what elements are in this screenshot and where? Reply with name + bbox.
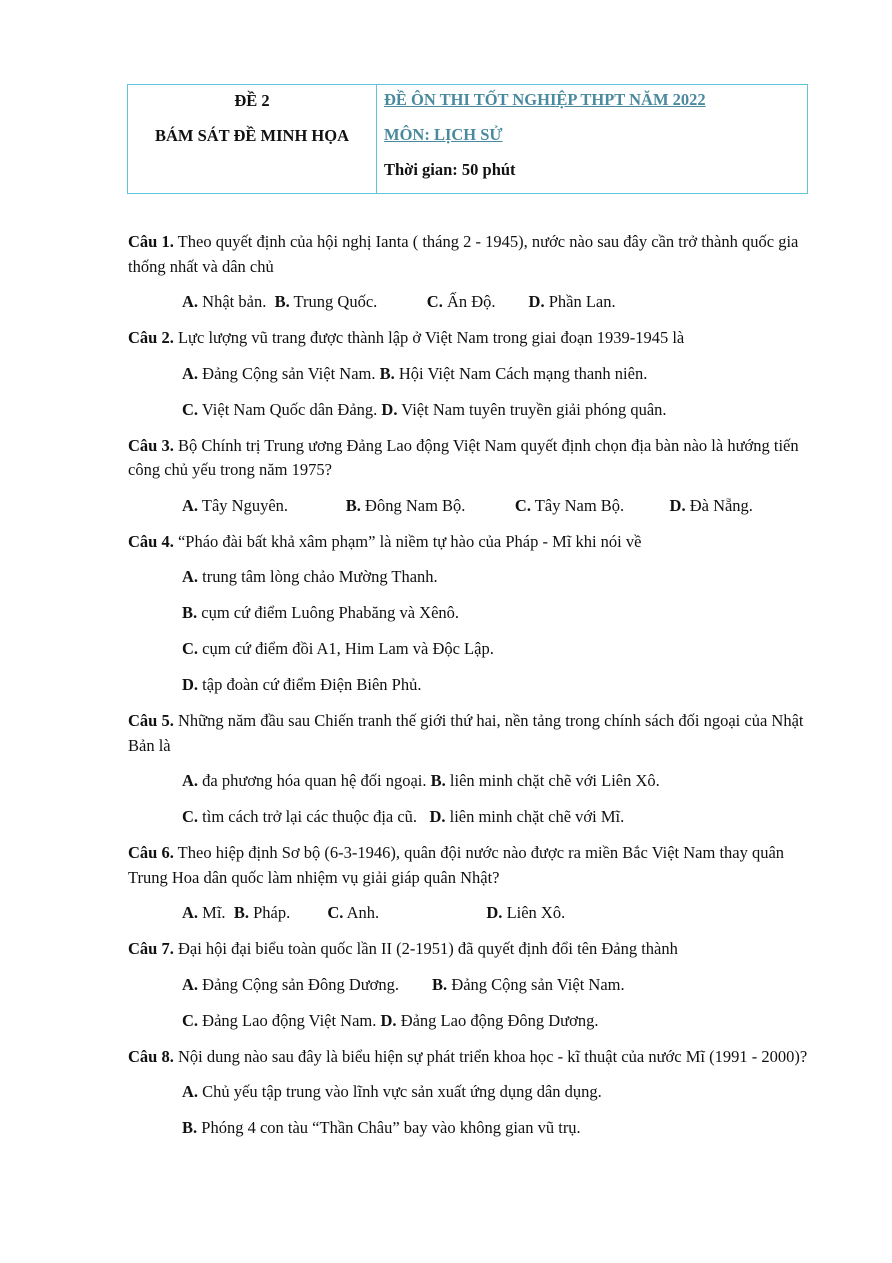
question-number: Câu 2. — [128, 328, 174, 347]
answer-text: Phần Lan. — [548, 292, 616, 311]
answer-letter: B. — [274, 292, 290, 311]
question-stem — [128, 709, 810, 758]
answer-letter: C. — [182, 807, 199, 826]
question-text: Nội dung nào sau đây là biểu hiện sự phát triển khoa học - kĩ thuật của nước Mĩ (1991 - 2000)? — [177, 1046, 808, 1066]
answer-text: Đảng Cộng sản Đông Dương. — [202, 974, 400, 994]
answer-letter: B. — [379, 363, 395, 383]
question-number: Câu 5. — [128, 711, 174, 730]
question-number: Câu 4. — [128, 531, 174, 551]
answer-letter: B. — [182, 603, 198, 622]
answer-text: Ấn Độ. — [446, 292, 496, 311]
question-stem — [128, 434, 810, 483]
answer-line — [128, 565, 810, 590]
answer-letter: C. — [182, 399, 199, 419]
answer-letter: D. — [486, 903, 503, 922]
answer-letter: A. — [182, 974, 199, 994]
question-stem — [128, 841, 810, 890]
answer-line — [128, 601, 810, 626]
answer-text: Hội Việt Nam Cách mạng thanh niên. — [398, 363, 648, 383]
question-text: Lực lượng vũ trang được thành lập ở Việt Nam trong giai đoạn 1939-1945 là — [177, 328, 685, 347]
question-text: Theo hiệp định Sơ bộ (6-3-1946), quân đội nước nào được ra miền Bắc Việt Nam thay quân Trung Hoa dân quốc làm nhiệm vụ giải giáp quân Nhật? — [128, 843, 785, 887]
answer-letter: A. — [182, 903, 199, 922]
answer-line — [128, 362, 810, 387]
header-right-cell — [377, 85, 807, 193]
answer-text: cụm cứ điểm đồi A1, Him Lam và Độc Lập. — [202, 639, 494, 658]
question-number: Câu 8. — [128, 1046, 174, 1066]
answer-letter: A. — [182, 567, 199, 586]
answer-text: Việt Nam tuyên truyền giải phóng quân. — [401, 399, 667, 419]
answer-letter: A. — [182, 495, 199, 515]
answer-text: Đảng Cộng sản Việt Nam. — [202, 363, 376, 383]
answer-line — [128, 1080, 810, 1105]
answer-text: liên minh chặt chẽ với Liên Xô. — [449, 771, 660, 790]
answer-text: Anh. — [346, 903, 380, 922]
answer-line — [128, 290, 810, 315]
question-stem — [128, 530, 810, 555]
answer-line — [128, 769, 810, 794]
answer-letter: C. — [327, 903, 344, 922]
answer-text: Pháp. — [253, 903, 291, 922]
answer-line — [128, 973, 810, 998]
answer-text: Đảng Lao động Đông Dương. — [400, 1010, 599, 1030]
question-number: Câu 7. — [128, 939, 174, 958]
answer-text: Đảng Cộng sản Việt Nam. — [451, 974, 625, 994]
answer-letter: C. — [182, 1010, 199, 1030]
answer-line — [128, 1116, 810, 1141]
question-text: Theo quyết định của hội nghị Ianta ( tháng 2 - 1945), nước nào sau đây cần trở thành quốc gia thống nhất và dân chủ — [128, 232, 799, 276]
question-number: Câu 6. — [128, 843, 174, 862]
answer-line — [128, 494, 810, 519]
answer-line — [128, 637, 810, 662]
question-stem — [128, 230, 810, 279]
answer-text: Đảng Lao động Việt Nam. — [202, 1010, 377, 1030]
answer-text: liên minh chặt chẽ với Mĩ. — [449, 807, 625, 826]
answer-text: Nhật bản. — [202, 292, 267, 311]
answer-letter: A. — [182, 363, 199, 383]
header-left-cell — [128, 85, 377, 193]
answer-text: Trung Quốc. — [293, 292, 378, 311]
question-number: Câu 3. — [128, 435, 174, 455]
exam-header-table — [127, 84, 808, 194]
question-list — [128, 230, 810, 1152]
answer-letter: D. — [381, 399, 398, 419]
exam-duration: Thời gian: 50 phút — [384, 160, 516, 179]
answer-letter: B. — [233, 903, 249, 922]
answer-line — [128, 1009, 810, 1034]
question-stem — [128, 937, 810, 962]
answer-letter: D. — [182, 675, 199, 694]
answer-text: Chủ yếu tập trung vào lĩnh vực sản xuất ứng dụng dân dụng. — [202, 1082, 602, 1101]
answer-letter: A. — [182, 292, 199, 311]
question-text: Bộ Chính trị Trung ương Đảng Lao động Việt Nam quyết định chọn địa bàn nào là hướng tiến công chủ yếu trong năm 1975? — [128, 435, 799, 479]
answer-letter: C. — [514, 495, 531, 515]
answer-text: Tây Nguyên. — [201, 495, 289, 515]
answer-text: đa phương hóa quan hệ đối ngoại. — [202, 771, 427, 790]
answer-text: trung tâm lòng chảo Mường Thanh. — [202, 567, 438, 586]
answer-letter: D. — [528, 292, 545, 311]
answer-text: Tây Nam Bộ. — [534, 495, 625, 515]
exam-subject: MÔN: LỊCH SỬ — [384, 125, 503, 144]
answer-letter: B. — [182, 1118, 198, 1137]
question-number: Câu 1. — [128, 232, 174, 251]
question-text: “Pháo đài bất khả xâm phạm” là niềm tự hào của Pháp - Mĩ khi nói về — [177, 531, 642, 551]
question-stem — [128, 326, 810, 351]
answer-text: Phóng 4 con tàu “Thần Châu” bay vào không gian vũ trụ. — [201, 1118, 581, 1137]
answer-text: Liên Xô. — [506, 903, 566, 922]
answer-letter: D. — [380, 1010, 397, 1030]
question-text: Đại hội đại biểu toàn quốc lần II (2-1951) đã quyết định đổi tên Đảng thành — [177, 939, 678, 958]
answer-letter: B. — [432, 974, 448, 994]
answer-text: Việt Nam Quốc dân Đảng. — [201, 399, 378, 419]
answer-text: Mĩ. — [202, 903, 226, 922]
answer-letter: B. — [430, 771, 446, 790]
answer-letter: D. — [429, 807, 446, 826]
answer-line — [128, 805, 810, 830]
answer-text: tìm cách trở lại các thuộc địa cũ. — [202, 807, 418, 826]
answer-letter: C. — [182, 639, 199, 658]
answer-letter: C. — [426, 292, 443, 311]
answer-line — [128, 901, 810, 926]
question-stem — [128, 1045, 810, 1070]
answer-line — [128, 398, 810, 423]
answer-letter: D. — [669, 495, 686, 515]
answer-text: Đà Nẵng. — [689, 495, 753, 515]
exam-number: ĐỀ 2 — [234, 91, 270, 110]
question-text: Những năm đầu sau Chiến tranh thế giới thứ hai, nền tảng trong chính sách đối ngoại của Nhật Bản là — [128, 711, 804, 755]
answer-text: cụm cứ điểm Luông Phabăng và Xênô. — [201, 603, 460, 622]
exam-subtitle: BÁM SÁT ĐỀ MINH HỌA — [154, 126, 350, 145]
answer-letter: A. — [182, 771, 199, 790]
answer-text: tập đoàn cứ điểm Điện Biên Phủ. — [202, 675, 422, 694]
answer-text: Đông Nam Bộ. — [365, 495, 466, 515]
answer-letter: B. — [345, 495, 361, 515]
answer-line — [128, 673, 810, 698]
exam-title: ĐỀ ÔN THI TỐT NGHIỆP THPT NĂM 2022 — [384, 90, 706, 109]
answer-letter: A. — [182, 1082, 199, 1101]
